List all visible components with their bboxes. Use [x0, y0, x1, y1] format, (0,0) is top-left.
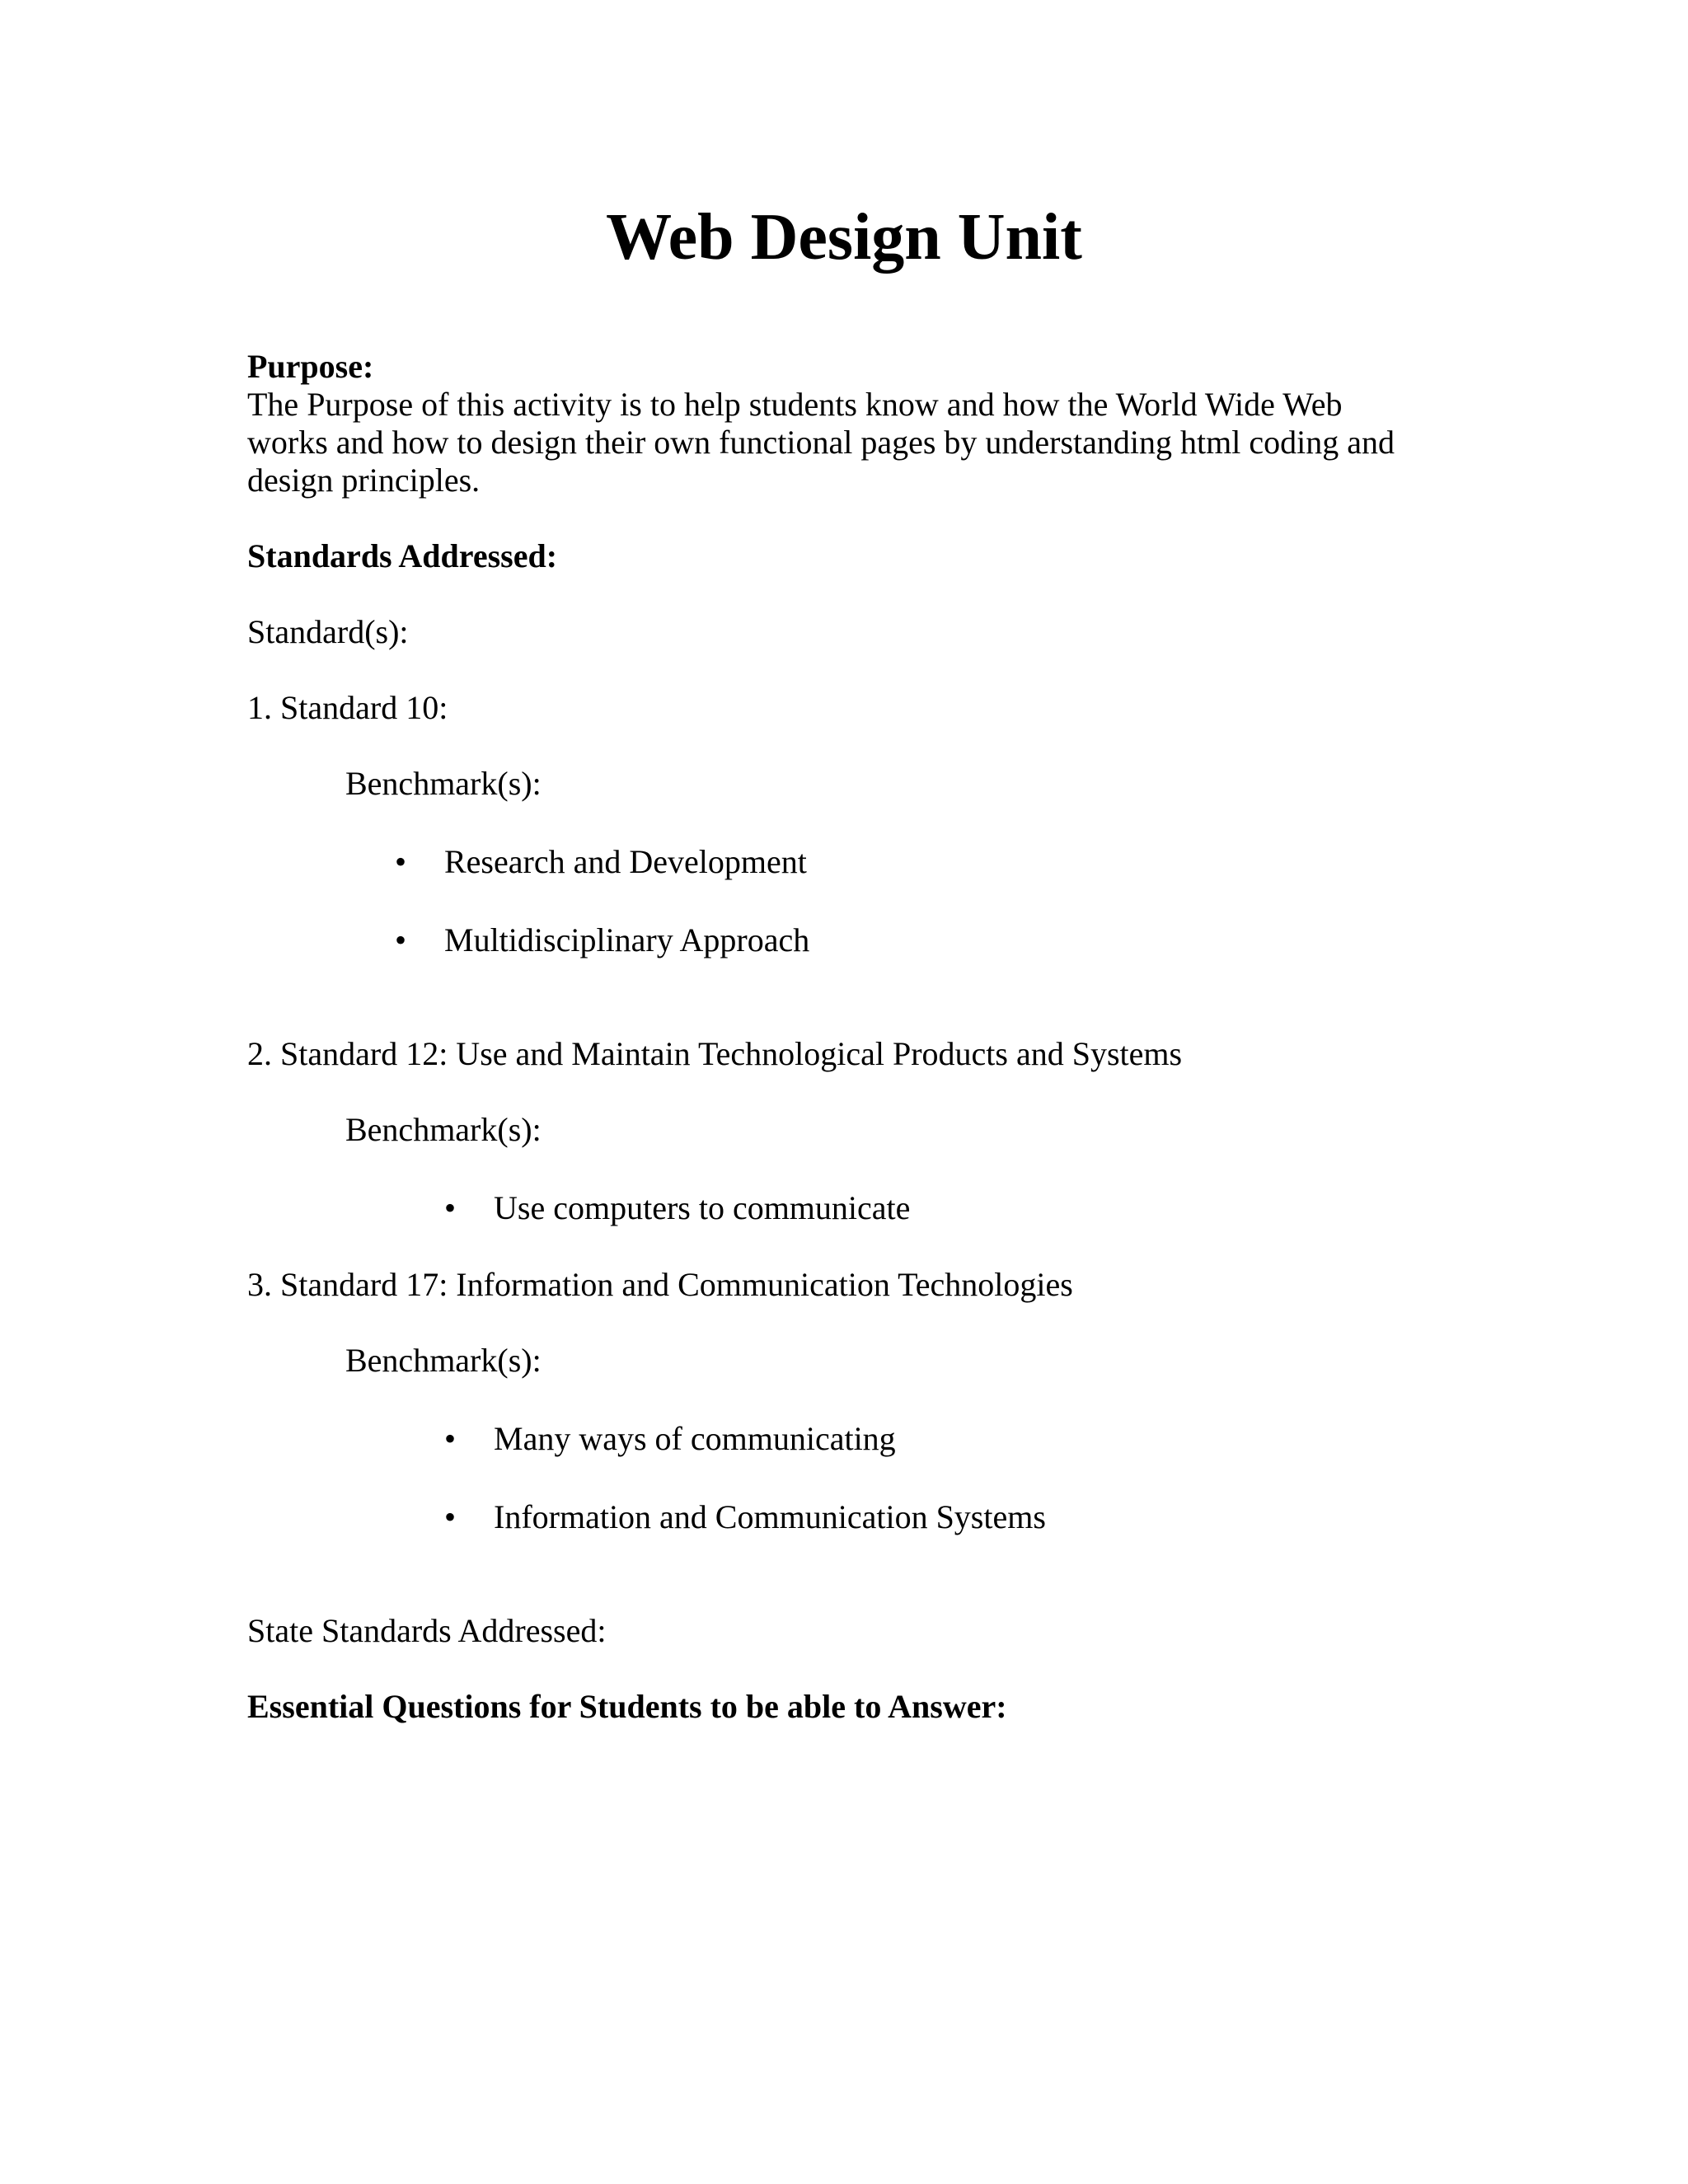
standard-item-3: 3. Standard 17: Information and Communication Technologies: [247, 1266, 1073, 1303]
document-title: Web Design Unit: [606, 201, 1082, 274]
state-standards-label: State Standards Addressed:: [247, 1612, 607, 1649]
standard-item-1: 1. Standard 10:: [247, 689, 448, 726]
benchmark-item: Many ways of communicating: [494, 1420, 896, 1457]
benchmark-item: Information and Communication Systems: [494, 1498, 1046, 1535]
benchmark-label: Benchmark(s):: [345, 1111, 542, 1148]
bullet-icon: •: [444, 1189, 457, 1226]
purpose-line: The Purpose of this activity is to help students know and how the World Wide Web: [247, 386, 1343, 423]
essential-questions-heading: Essential Questions for Students to be able to Answer:: [247, 1688, 1007, 1725]
benchmark-label: Benchmark(s):: [345, 765, 542, 802]
benchmark-item: Research and Development: [444, 843, 807, 880]
purpose-line: design principles.: [247, 462, 481, 499]
benchmark-label: Benchmark(s):: [345, 1342, 542, 1379]
standards-intro: Standard(s):: [247, 613, 409, 650]
purpose-line: works and how to design their own functional pages by understanding html coding and: [247, 424, 1395, 461]
bullet-icon: •: [395, 921, 407, 958]
purpose-heading: Purpose:: [247, 348, 374, 385]
standard-item-2: 2. Standard 12: Use and Maintain Technological Products and Systems: [247, 1035, 1183, 1072]
bullet-icon: •: [444, 1420, 457, 1457]
bullet-icon: •: [395, 843, 407, 880]
benchmark-item: Use computers to communicate: [494, 1189, 911, 1226]
benchmark-item: Multidisciplinary Approach: [444, 921, 810, 958]
standards-heading: Standards Addressed:: [247, 537, 558, 574]
bullet-icon: •: [444, 1498, 457, 1535]
